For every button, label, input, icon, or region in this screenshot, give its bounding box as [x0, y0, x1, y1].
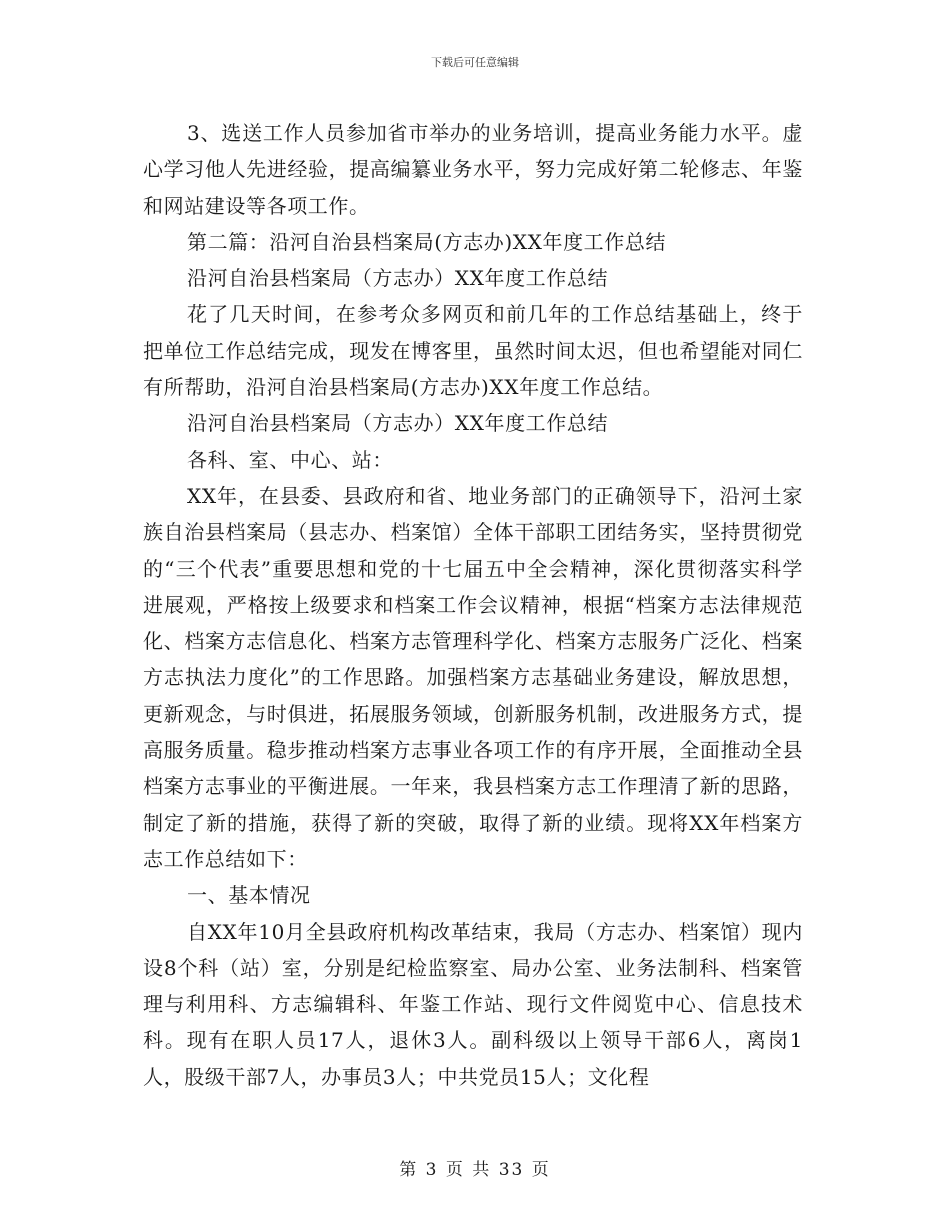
paragraph-basic-info: 自XX年10月全县政府机构改革结束，我局（方志办、档案馆）现内设8个科（站）室，分别是纪检监察室、局办公室、业务法制科、档案管理与利用科、方志编辑科、年鉴工作站、现行文件阅览中心、信息技术科。现有在职人员17人，退休3人。副科级以上领导干部6人，离岗1人，股级干部7人，办事员3人；中共党员15人；文化程 — [143, 919, 803, 1089]
paragraph-preface: 花了几天时间，在参考众多网页和前几年的工作总结基础上，终于把单位工作总结完成，现发在博客里，虽然时间太迟，但也希望能对同仁有所帮助，沿河自治县档案局(方志办)XX年度工作总结。 — [143, 302, 803, 400]
section-heading-basic: 一、基本情况 — [187, 883, 311, 908]
salutation: 各科、室、中心、站： — [187, 447, 393, 472]
paragraph-overview: XX年，在县委、县政府和省、地业务部门的正确领导下，沿河土家族自治县档案局（县志办、档案馆）全体干部职工团结务实，坚持贯彻党的“三个代表”重要思想和党的十七届五中全会精神，深化贯彻落实科学进展观，严格按上级要求和档案工作会议精神，根据“档案方志法律规范化、档案方志信息化、档案方志管理科学化、档案方志服务广泛化、档案方志执法力度化”的工作思路。加强档案方志基础业务建设，解放思想，更新观念，与时俱进，拓展服务领域，创新服务机制，改进服务方式，提高服务质量。稳步推动档案方志事业各项工作的有序开展，全面推动全县档案方志事业的平衡进展。一年来，我县档案方志工作理清了新的思路，制定了新的措施，获得了新的突破，取得了新的业绩。现将XX年档案方志工作总结如下： — [143, 483, 803, 871]
document-body — [143, 115, 803, 1095]
page-header-note: 下载后可任意编辑 — [431, 56, 519, 69]
page-number: 第 3 页 共 33 页 — [399, 1160, 551, 1180]
paragraph-training: 3、选送工作人员参加省市举办的业务培训，提高业务能力水平。虚心学习他人先进经验，提高编纂业务水平，努力完成好第二轮修志、年鉴和网站建设等各项工作。 — [143, 121, 803, 218]
document-title-repeat: 沿河自治县档案局（方志办）XX年度工作总结 — [187, 411, 609, 436]
section-title-part-two: 第二篇：沿河自治县档案局(方志办)XX年度工作总结 — [187, 229, 667, 254]
document-title: 沿河自治县档案局（方志办）XX年度工作总结 — [187, 266, 609, 291]
